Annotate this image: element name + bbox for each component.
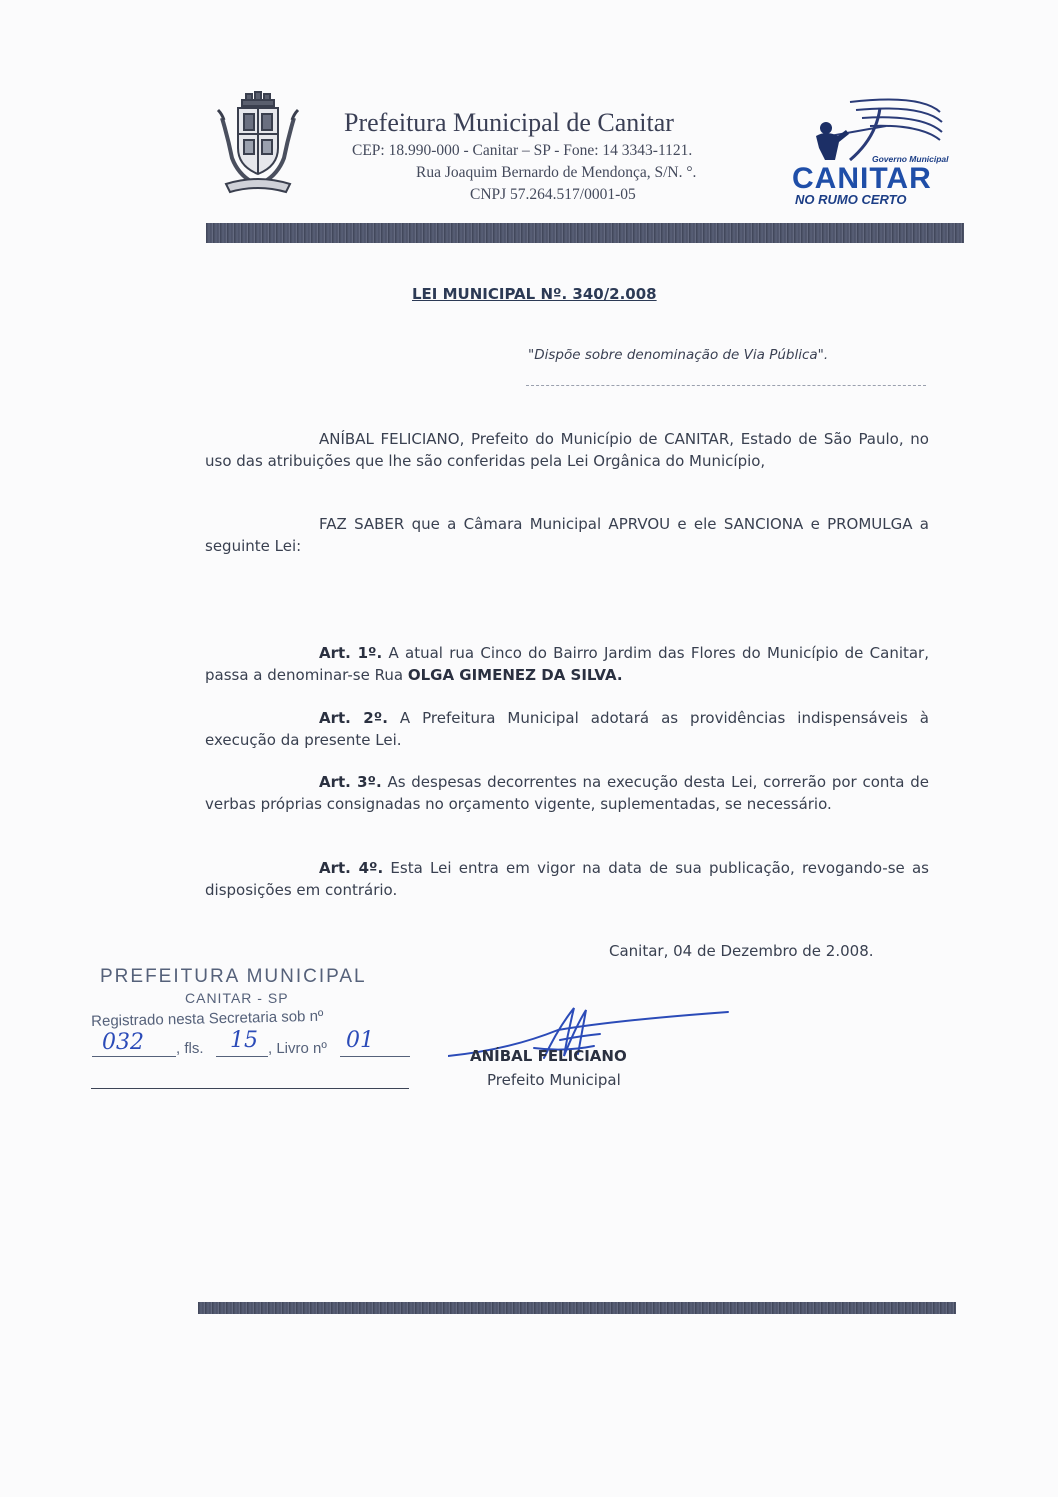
stamp-line-2: CANITAR - SP — [185, 990, 289, 1006]
article-3 — [205, 771, 929, 815]
ementa: "Dispõe sobre denominação de Via Pública". — [528, 347, 829, 363]
logo-name: CANITAR — [792, 162, 932, 195]
article-text: A atual rua Cinco do Bairro Jardim das Flores do Município de Canitar, passa a denominar-se Rua — [205, 644, 929, 684]
header-title: Prefeitura Municipal de Canitar — [344, 108, 674, 137]
article-label: Art. 1º. — [319, 644, 383, 662]
proclamation-text: FAZ SABER que a Câmara Municipal APRVOU e ele SANCIONA e PROMULGA a seguinte Lei: — [205, 515, 929, 555]
article-2 — [205, 707, 929, 751]
registro-number: 032 — [102, 1030, 144, 1055]
stamp-blank-line — [216, 1056, 268, 1057]
article-emphasis: OLGA GIMENEZ DA SILVA. — [407, 666, 623, 684]
stamp-blank-line — [92, 1056, 176, 1057]
logo-small-text: Governo Municipal — [872, 154, 949, 164]
coat-of-arms-icon — [212, 88, 304, 198]
fls-label: , fls. — [176, 1040, 204, 1057]
stamp-line-3: Registrado nesta Secretaria sob nº — [91, 1007, 324, 1030]
stamp-bottom-rule — [91, 1088, 409, 1089]
header-cep-phone: CEP: 18.990-000 - Canitar – SP - Fone: 14 3343-1121. — [352, 142, 693, 159]
preamble-text: ANÍBAL FELICIANO, Prefeito do Município de CANITAR, Estado de São Paulo, no uso das atribuições que lhe são conferidas pela Lei Orgânica do Município, — [205, 430, 929, 470]
article-label: Art. 2º. — [319, 709, 388, 727]
article-text: A Prefeitura Municipal adotará as providências indispensáveis à execução da presente Lei. — [205, 709, 929, 749]
stamp-blank-line — [340, 1056, 410, 1057]
ementa-dashed-rule — [526, 385, 926, 386]
signer-name: ANÍBAL FELICIANO — [470, 1047, 627, 1065]
law-title: LEI MUNICIPAL Nº. 340/2.008 — [412, 285, 657, 303]
stamp-registration-line — [92, 1028, 410, 1060]
preamble-paragraph — [205, 428, 929, 472]
stamp-line-1: PREFEITURA MUNICIPAL — [100, 966, 367, 987]
fls-number: 15 — [230, 1028, 258, 1053]
header-address: Rua Joaquim Bernardo de Mendonça, S/N. °. — [416, 164, 697, 181]
article-label: Art. 4º. — [319, 859, 384, 877]
article-label: Art. 3º. — [319, 773, 382, 791]
proclamation-paragraph — [205, 513, 929, 557]
article-text: As despesas decorrentes na execução desta Lei, correrão por conta de verbas próprias consignadas no orçamento vigente, suplementadas, se necessário. — [205, 773, 929, 813]
article-1 — [205, 642, 929, 686]
signer-role: Prefeito Municipal — [487, 1071, 621, 1089]
livro-number: 01 — [346, 1028, 374, 1053]
footer-divider-band — [198, 1302, 956, 1314]
article-text: Esta Lei entra em vigor na data de sua publicação, revogando-se as disposições em contrário. — [205, 859, 929, 899]
logo-slogan: NO RUMO CERTO — [795, 192, 907, 207]
article-4 — [205, 857, 929, 901]
date-line: Canitar, 04 de Dezembro de 2.008. — [609, 942, 874, 960]
header-divider-band — [206, 223, 964, 243]
livro-label: , Livro nº — [268, 1040, 327, 1057]
header-cnpj: CNPJ 57.264.517/0001-05 — [470, 186, 636, 203]
